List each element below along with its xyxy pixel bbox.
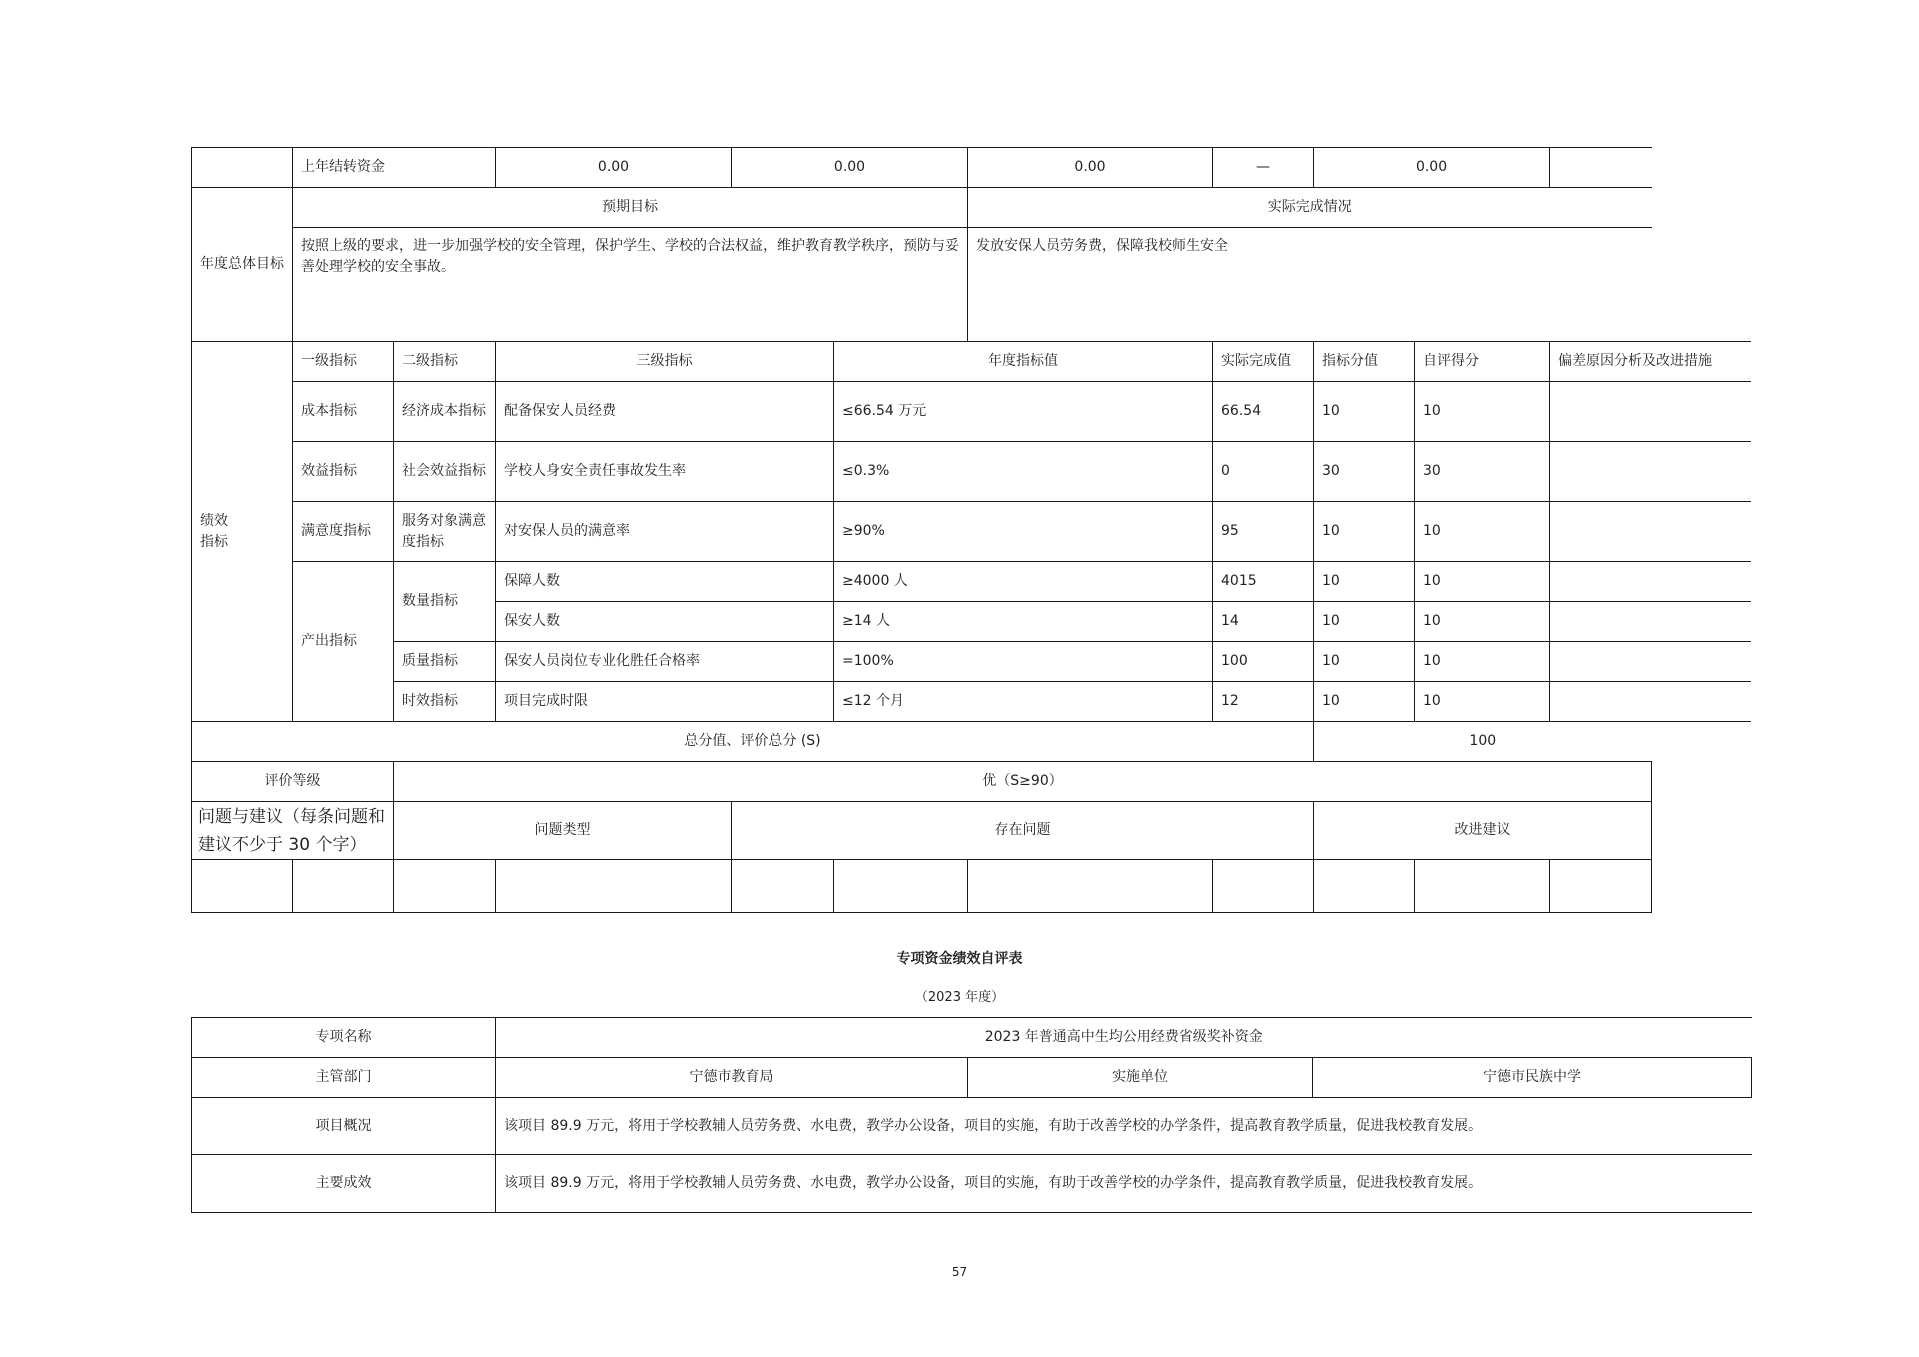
suggestion-header: 改进建议 — [1314, 802, 1652, 860]
project-name-value: 2023 年普通高中生均公用经费省级奖补资金 — [496, 1018, 1752, 1058]
header-level1: 一级指标 — [293, 342, 394, 382]
total-row — [192, 722, 1752, 762]
empty-cell — [394, 860, 496, 913]
section-year: （2023 年度） — [914, 990, 1005, 1005]
deviation-cell — [1550, 642, 1751, 682]
performance-table — [191, 147, 1751, 913]
target-cell: ≤12 个月 — [834, 682, 1213, 722]
grade-row — [192, 762, 1752, 802]
dept-value: 宁德市教育局 — [496, 1058, 968, 1098]
level2-cell: 时效指标 — [394, 682, 496, 722]
header-deviation: 偏差原因分析及改进措施 — [1550, 342, 1751, 382]
project-name-label: 专项名称 — [192, 1018, 496, 1058]
empty-cell — [192, 148, 293, 188]
special-fund-table — [191, 1017, 1752, 1213]
actual-cell: 66.54 — [1213, 382, 1314, 442]
empty-cell — [1314, 860, 1415, 913]
page-number: 57 — [951, 1265, 968, 1279]
expected-goal-text: 按照上级的要求，进一步加强学校的安全管理，保护学生、学校的合法权益，维护教育教学秩序，预防与妥善处理学校的安全事故。 — [293, 228, 968, 342]
table-row — [192, 382, 1752, 442]
weight-cell: 10 — [1314, 562, 1415, 602]
empty-cell — [1415, 860, 1550, 913]
score-cell: 10 — [1415, 502, 1550, 562]
table-row — [192, 502, 1752, 562]
header-actual-value: 实际完成值 — [1213, 342, 1314, 382]
level2-cell: 经济成本指标 — [394, 382, 496, 442]
level3-cell: 项目完成时限 — [496, 682, 834, 722]
level2-cell: 质量指标 — [394, 642, 496, 682]
carryover-label: 上年结转资金 — [293, 148, 496, 188]
target-cell: ≥14 人 — [834, 602, 1213, 642]
weight-cell: 10 — [1314, 502, 1415, 562]
level3-cell: 对安保人员的满意率 — [496, 502, 834, 562]
level3-cell: 保障人数 — [496, 562, 834, 602]
deviation-cell — [1550, 562, 1751, 602]
header-self-score: 自评得分 — [1415, 342, 1550, 382]
target-cell: ≥4000 人 — [834, 562, 1213, 602]
grade-value: 优（S≥90） — [394, 762, 1652, 802]
actual-cell: 14 — [1213, 602, 1314, 642]
deviation-cell — [1550, 602, 1751, 642]
weight-cell: 30 — [1314, 442, 1415, 502]
level1-cell: 成本指标 — [293, 382, 394, 442]
empty-cell — [1550, 148, 1652, 188]
score-cell: 10 — [1415, 642, 1550, 682]
carryover-dash: — — [1213, 148, 1314, 188]
level3-cell: 保安人数 — [496, 602, 834, 642]
actual-completion-text: 发放安保人员劳务费，保障我校师生安全 — [968, 228, 1652, 342]
carryover-value-1: 0.00 — [496, 148, 732, 188]
score-cell: 10 — [1415, 682, 1550, 722]
overview-label: 项目概况 — [192, 1098, 496, 1155]
empty-cell — [1550, 860, 1652, 913]
results-text: 该项目 89.9 万元，将用于学校教辅人员劳务费、水电费，教学办公设备，项目的实施，有助于改善学校的办学条件，提高教育教学质量，促进我校教育发展。 — [496, 1155, 1752, 1213]
target-cell: =100% — [834, 642, 1213, 682]
overview-row — [192, 1098, 1752, 1155]
dept-label: 主管部门 — [192, 1058, 496, 1098]
empty-cell — [192, 860, 293, 913]
issues-empty-row — [192, 860, 1752, 913]
level2-cell: 社会效益指标 — [394, 442, 496, 502]
empty-cell — [834, 860, 968, 913]
total-value: 100 — [1314, 722, 1652, 762]
score-cell: 10 — [1415, 382, 1550, 442]
actual-completion-header: 实际完成情况 — [968, 188, 1652, 228]
level2-cell: 服务对象满意度指标 — [394, 502, 496, 562]
issue-type-header: 问题类型 — [394, 802, 732, 860]
table-row — [192, 562, 1752, 602]
level2-cell: 数量指标 — [394, 562, 496, 642]
table-row — [192, 642, 1752, 682]
level3-cell: 配备保安人员经费 — [496, 382, 834, 442]
header-level3: 三级指标 — [496, 342, 834, 382]
project-name-row — [192, 1018, 1752, 1058]
impl-value: 宁德市民族中学 — [1313, 1058, 1752, 1098]
score-cell: 10 — [1415, 562, 1550, 602]
actual-cell: 4015 — [1213, 562, 1314, 602]
empty-cell — [968, 860, 1213, 913]
deviation-cell — [1550, 442, 1751, 502]
results-label: 主要成效 — [192, 1155, 496, 1213]
carryover-value-3: 0.00 — [968, 148, 1213, 188]
deviation-cell — [1550, 502, 1751, 562]
carryover-value-4: 0.00 — [1314, 148, 1550, 188]
score-cell: 30 — [1415, 442, 1550, 502]
level1-cell: 满意度指标 — [293, 502, 394, 562]
goal-text-row — [192, 228, 1752, 342]
carryover-value-2: 0.00 — [732, 148, 968, 188]
issues-header-row — [192, 802, 1752, 860]
empty-cell — [1213, 860, 1314, 913]
level3-cell: 学校人身安全责任事故发生率 — [496, 442, 834, 502]
section-title: 专项资金绩效自评表 — [896, 951, 1023, 967]
empty-cell — [496, 860, 732, 913]
actual-cell: 100 — [1213, 642, 1314, 682]
performance-indicator-label: 绩效 指标 — [192, 342, 293, 722]
header-annual-target: 年度指标值 — [834, 342, 1213, 382]
table-row — [192, 682, 1752, 722]
carryover-row — [192, 148, 1752, 188]
indicator-header-row — [192, 342, 1752, 382]
header-weight: 指标分值 — [1314, 342, 1415, 382]
actual-cell: 95 — [1213, 502, 1314, 562]
weight-cell: 10 — [1314, 682, 1415, 722]
actual-cell: 12 — [1213, 682, 1314, 722]
empty-cell — [732, 860, 834, 913]
header-level2: 二级指标 — [394, 342, 496, 382]
target-cell: ≤0.3% — [834, 442, 1213, 502]
target-cell: ≥90% — [834, 502, 1213, 562]
issues-label: 问题与建议（每条问题和建议不少于 30 个字） — [192, 802, 394, 860]
weight-cell: 10 — [1314, 642, 1415, 682]
table-row — [192, 442, 1752, 502]
results-row — [192, 1155, 1752, 1213]
actual-cell: 0 — [1213, 442, 1314, 502]
impl-label: 实施单位 — [968, 1058, 1313, 1098]
weight-cell: 10 — [1314, 382, 1415, 442]
goal-header-row — [192, 188, 1752, 228]
target-cell: ≤66.54 万元 — [834, 382, 1213, 442]
expected-goal-header: 预期目标 — [293, 188, 968, 228]
overview-text: 该项目 89.9 万元，将用于学校教辅人员劳务费、水电费，教学办公设备，项目的实施，有助于改善学校的办学条件，提高教育教学质量，促进我校教育发展。 — [496, 1098, 1752, 1155]
level1-cell: 效益指标 — [293, 442, 394, 502]
problem-header: 存在问题 — [732, 802, 1314, 860]
total-label: 总分值、评价总分 (S) — [192, 722, 1314, 762]
empty-cell — [293, 860, 394, 913]
deviation-cell — [1550, 682, 1751, 722]
weight-cell: 10 — [1314, 602, 1415, 642]
department-row — [192, 1058, 1752, 1098]
level3-cell: 保安人员岗位专业化胜任合格率 — [496, 642, 834, 682]
deviation-cell — [1550, 382, 1751, 442]
goal-row-label: 年度总体目标 — [192, 188, 293, 342]
grade-label: 评价等级 — [192, 762, 394, 802]
score-cell: 10 — [1415, 602, 1550, 642]
level1-cell: 产出指标 — [293, 562, 394, 722]
